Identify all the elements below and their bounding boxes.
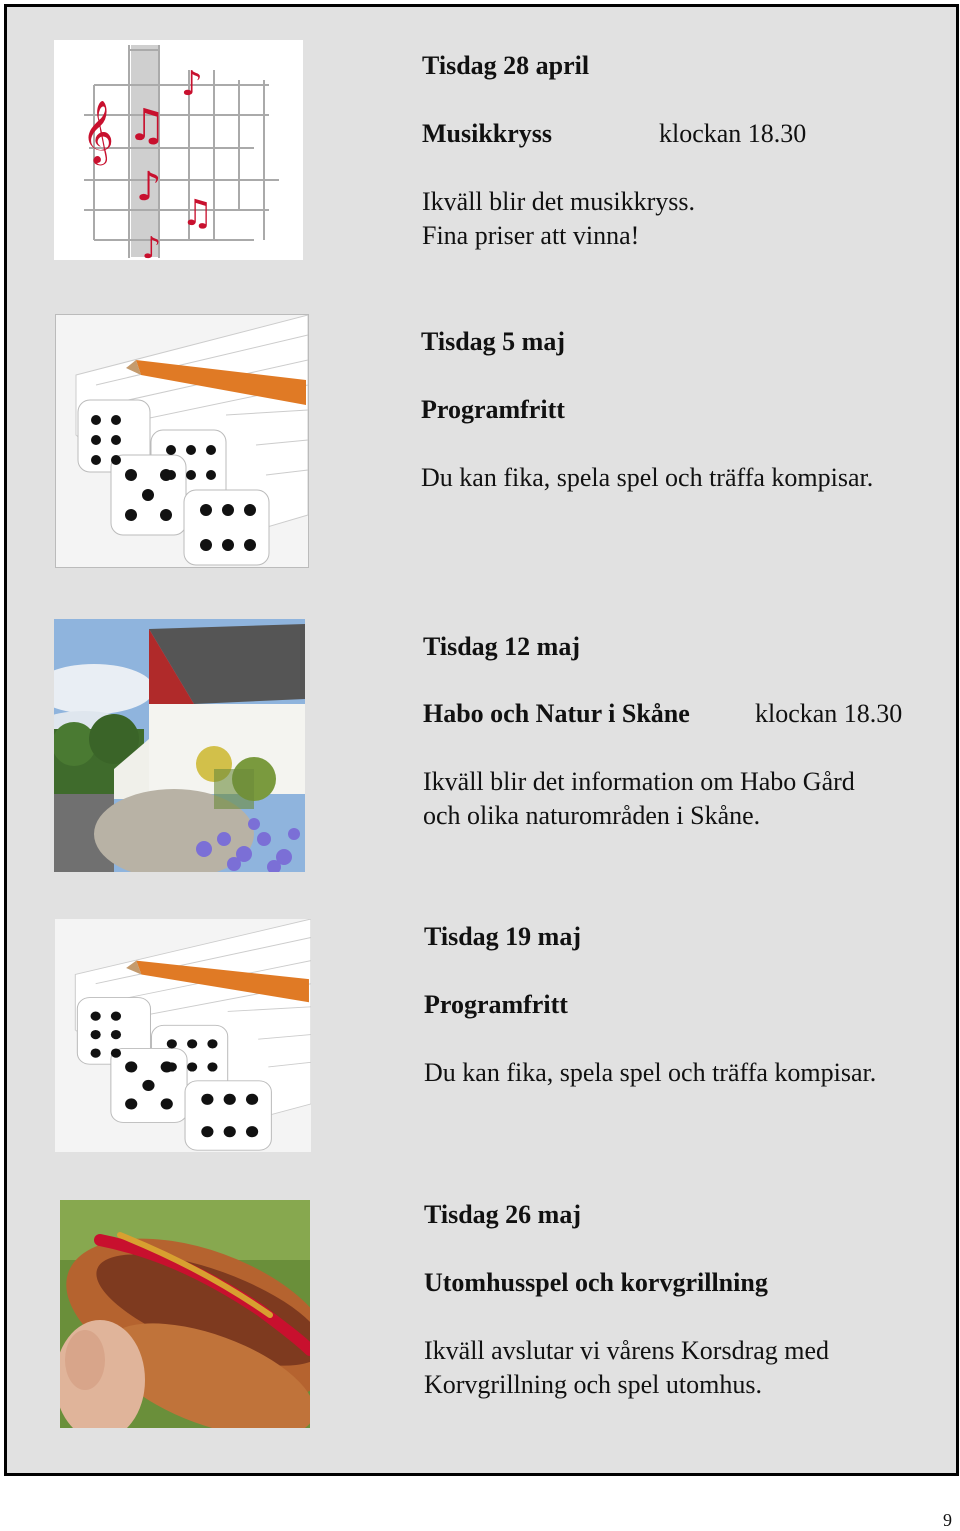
music-crossword-image bbox=[54, 40, 303, 260]
event-date: Tisdag 12 maj bbox=[423, 632, 580, 661]
event-date: Tisdag 26 maj bbox=[424, 1200, 581, 1229]
event-description-line: Ikväll avslutar vi vårens Korsdrag med bbox=[424, 1336, 830, 1365]
event-title: Habo och Natur i Skåne bbox=[423, 699, 690, 728]
event-date: Tisdag 5 maj bbox=[421, 327, 565, 356]
event-date: Tisdag 19 maj bbox=[424, 922, 581, 951]
page-number: 9 bbox=[943, 1510, 952, 1530]
svg-text:𝄞: 𝄞 bbox=[82, 100, 114, 163]
event-description-line: Du kan fika, spela spel och träffa kompisar. bbox=[421, 463, 874, 492]
event-description-line: Du kan fika, spela spel och träffa kompisar. bbox=[424, 1058, 877, 1087]
dice-image bbox=[55, 314, 309, 568]
hotdog-image bbox=[60, 1200, 310, 1428]
event-description-line: Korvgrillning och spel utomhus. bbox=[424, 1370, 762, 1399]
event-description-line: Ikväll blir det information om Habo Gård bbox=[423, 767, 855, 796]
event-time: klockan 18.30 bbox=[755, 699, 903, 728]
event-title: Musikkryss bbox=[422, 119, 553, 148]
event-title: Programfritt bbox=[424, 990, 568, 1019]
svg-text:♫: ♫ bbox=[127, 100, 167, 151]
dice-image bbox=[55, 919, 311, 1152]
event-title: Programfritt bbox=[421, 395, 565, 424]
event-title: Utomhusspel och korvgrillning bbox=[424, 1268, 768, 1297]
event-date: Tisdag 28 april bbox=[422, 51, 590, 80]
svg-text:♫: ♫ bbox=[181, 193, 214, 234]
svg-text:♪: ♪ bbox=[136, 164, 162, 210]
event-description-line: Fina priser att vinna! bbox=[422, 221, 640, 250]
event-description-line: Ikväll blir det musikkryss. bbox=[422, 187, 695, 216]
event-description-line: och olika naturområden i Skåne. bbox=[423, 801, 761, 830]
program-frame bbox=[4, 4, 959, 1476]
event-time: klockan 18.30 bbox=[659, 119, 807, 148]
svg-text:♪: ♪ bbox=[181, 64, 203, 104]
habo-farm-image bbox=[54, 619, 305, 872]
svg-text:♪: ♪ bbox=[142, 231, 162, 260]
